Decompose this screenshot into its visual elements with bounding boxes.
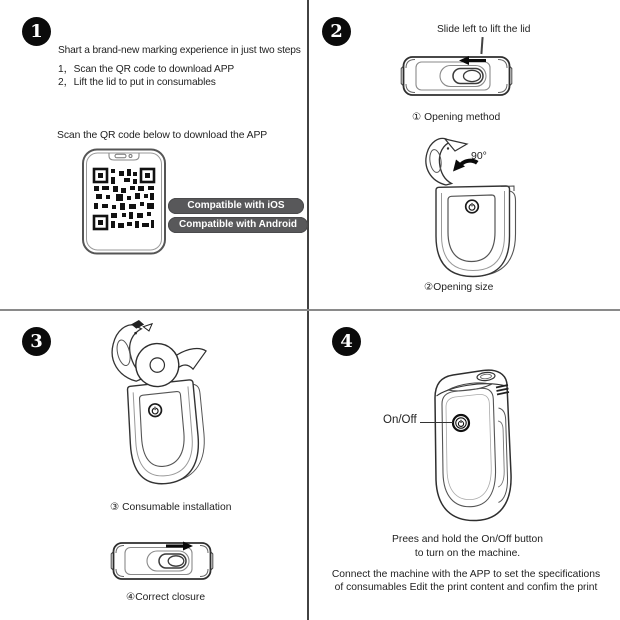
press-hold-note-line1: Prees and hold the On/Off button xyxy=(392,534,543,545)
connect-app-note-line2: of consumables Edit the print content and confim the print xyxy=(334,582,598,593)
correct-closure-caption: ④Correct closure xyxy=(126,592,206,603)
consumable-installation-caption: ③ Consumable installation xyxy=(110,502,232,513)
step-1-badge: 1 xyxy=(22,17,51,46)
press-hold-note-line2: to turn on the machine. xyxy=(414,548,521,559)
slide-left-callout: Slide left to lift the lid xyxy=(437,24,531,35)
smartphone-icon xyxy=(80,147,168,257)
printer-top-view-open-icon xyxy=(400,53,513,99)
step-1-substep-2: 2，Lift the lid to put in consumables xyxy=(58,77,216,88)
step-2-badge: 2 xyxy=(322,17,351,46)
scan-qr-caption: Scan the QR code below to download the APP xyxy=(57,130,268,141)
printer-front-view-icon xyxy=(428,366,518,528)
step-3-badge: 3 xyxy=(22,327,51,356)
callout-leader-line xyxy=(480,37,483,54)
printer-lid-icon xyxy=(426,138,467,185)
opening-size-caption: ②Opening size xyxy=(424,282,494,293)
printer-with-paper-roll-icon xyxy=(105,316,215,496)
connect-app-note-line1: Connect the machine with the APP to set the specifications xyxy=(331,569,601,580)
on-off-leader-line xyxy=(420,422,453,424)
angle-label: 90° xyxy=(471,150,487,162)
printer-top-view-closed-icon xyxy=(110,539,214,583)
power-icon xyxy=(466,200,479,213)
compatible-ios-badge: Compatible with iOS xyxy=(168,198,304,214)
opening-method-caption: ① Opening method xyxy=(412,112,501,123)
power-icon xyxy=(453,415,469,431)
step-1-substep-1: 1，Scan the QR code to download APP xyxy=(58,64,235,75)
on-off-label: On/Off xyxy=(383,414,417,426)
step-4-badge: 4 xyxy=(332,327,361,356)
step-1-intro-text: Shart a brand-new marking experience in just two steps xyxy=(58,45,301,56)
compatible-android-badge: Compatible with Android xyxy=(168,217,308,233)
paper-roll-icon xyxy=(135,341,208,388)
horizontal-divider xyxy=(0,309,620,311)
printer-lid-open-90-icon xyxy=(415,135,520,280)
power-icon xyxy=(149,404,162,417)
